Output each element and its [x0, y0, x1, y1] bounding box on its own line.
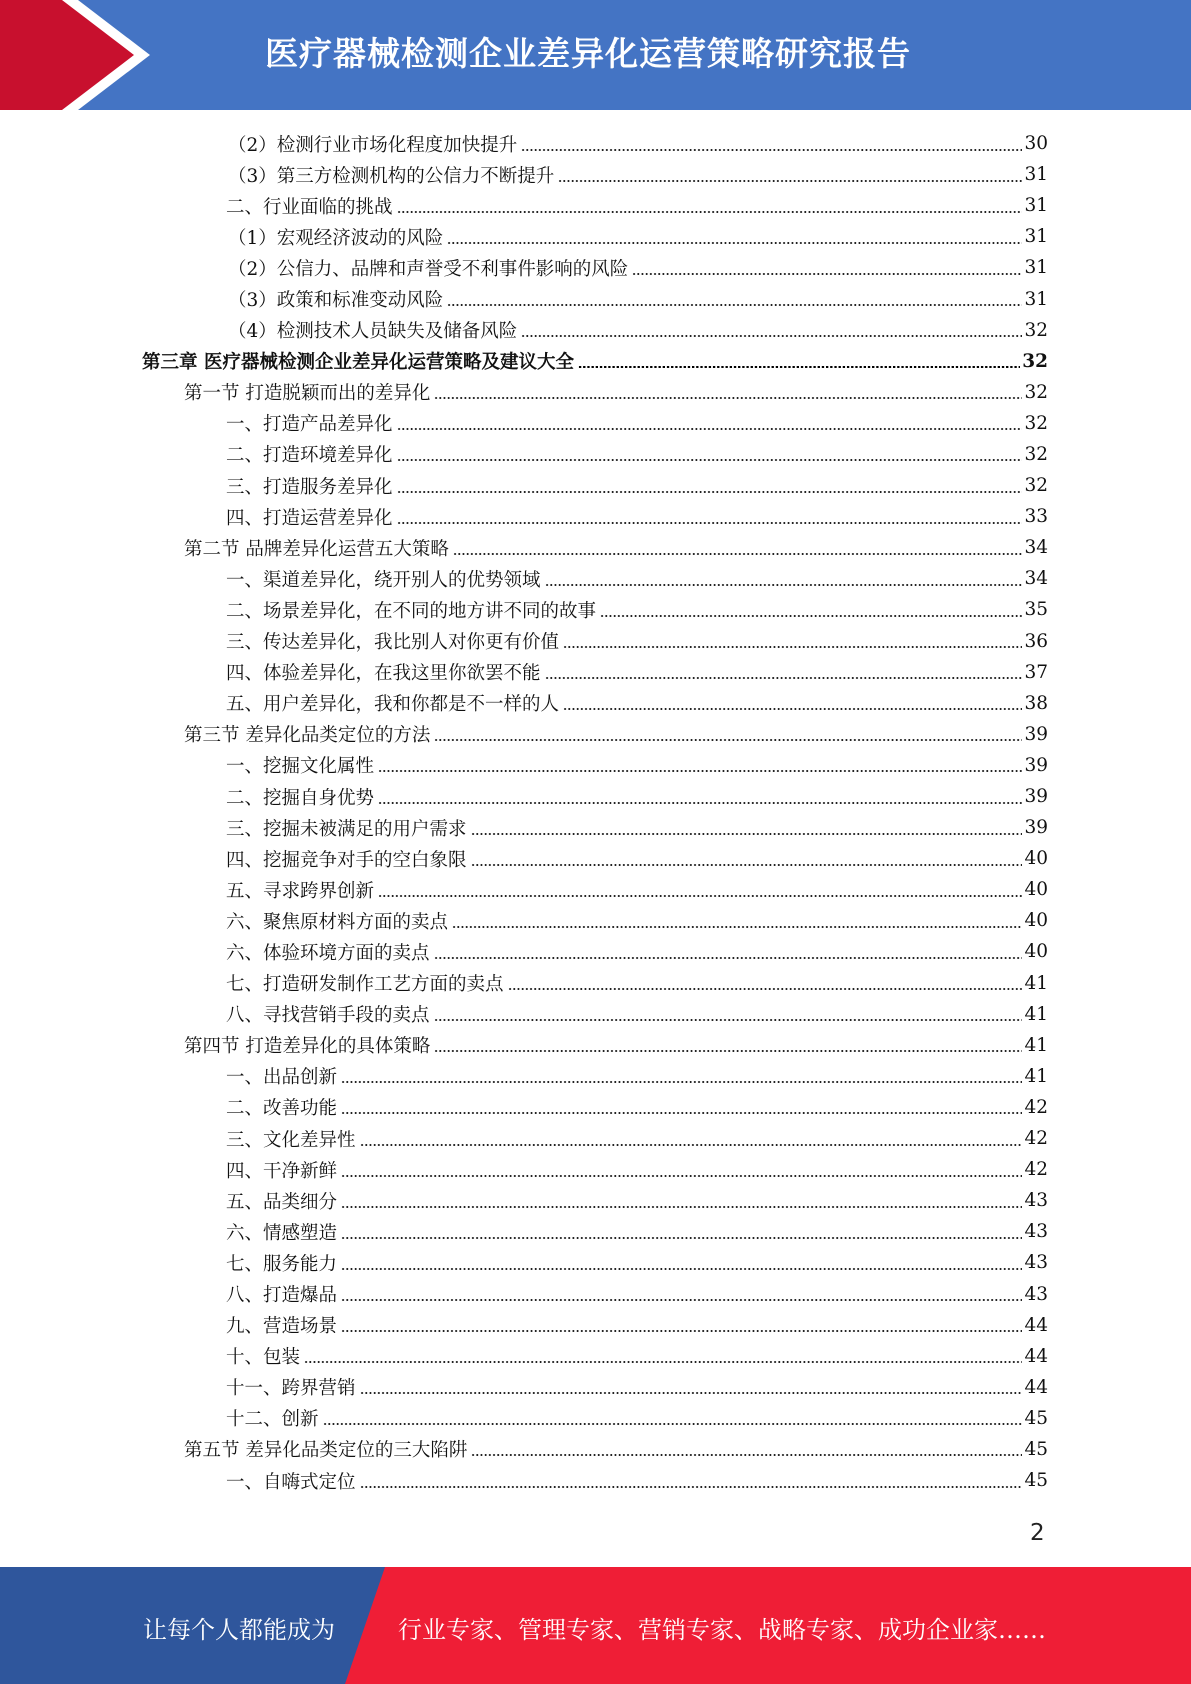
toc-entry[interactable] [226, 688, 1048, 719]
toc-leader-dots [341, 1206, 1022, 1208]
toc-entry[interactable] [226, 1465, 1048, 1496]
toc-leader-dots [397, 211, 1023, 213]
toc-entry[interactable] [184, 377, 1048, 408]
toc-entry[interactable] [226, 1403, 1048, 1434]
toc-entry-title: 一、打造产品差异化 [226, 414, 393, 436]
toc-entry-title: 一、挖掘文化属性 [226, 756, 375, 778]
toc-entry-title: 七、服务能力 [226, 1253, 338, 1275]
toc-leader-dots [447, 304, 1022, 306]
toc-leader-dots [341, 1268, 1022, 1270]
toc-entry-page: 44 [1024, 1345, 1048, 1367]
toc-entry-page: 31 [1024, 164, 1048, 186]
toc-entry[interactable] [226, 408, 1048, 439]
toc-entry[interactable] [226, 812, 1048, 843]
toc-leader-dots [563, 708, 1022, 710]
toc-entry[interactable] [226, 1061, 1048, 1092]
toc-leader-dots [341, 1299, 1022, 1301]
toc-entry-title: 六、聚焦原材料方面的卖点 [226, 911, 449, 933]
toc-leader-dots [323, 1423, 1023, 1425]
toc-leader-dots [545, 584, 1023, 586]
toc-entry[interactable] [142, 346, 1048, 377]
toc-leader-dots [452, 926, 1022, 928]
toc-entry-title: 四、打造运营差异化 [226, 507, 393, 529]
toc-leader-dots [600, 615, 1022, 617]
toc-entry[interactable] [228, 159, 1048, 190]
toc-entry-title: （1）宏观经济波动的风险 [228, 227, 444, 249]
toc-leader-dots [434, 1019, 1023, 1021]
toc-entry-page: 32 [1022, 350, 1048, 372]
toc-leader-dots [632, 273, 1022, 275]
toc-entry-page: 31 [1024, 226, 1048, 248]
toc-entry-page: 43 [1024, 1283, 1048, 1305]
toc-entry-title: 三、打造服务差异化 [226, 476, 393, 498]
page-footer [0, 1567, 1191, 1684]
toc-entry-page: 31 [1024, 288, 1048, 310]
toc-entry-title: 五、用户差异化，我和你都是不一样的人 [226, 694, 560, 716]
toc-leader-dots [360, 1486, 1023, 1488]
toc-leader-dots [434, 739, 1022, 741]
toc-entry[interactable] [226, 1092, 1048, 1123]
toc-entry-title: 六、情感塑造 [226, 1222, 338, 1244]
toc-leader-dots [563, 646, 1022, 648]
toc-entry-title: 第五节 差异化品类定位的三大陷阱 [184, 1440, 468, 1462]
page-number: 2 [1030, 1520, 1045, 1546]
toc-entry-page: 42 [1024, 1128, 1048, 1150]
toc-entry[interactable] [226, 563, 1048, 594]
toc-leader-dots [341, 1175, 1022, 1177]
toc-entry-page: 40 [1024, 848, 1048, 870]
toc-entry[interactable] [226, 905, 1048, 936]
toc-leader-dots [471, 1454, 1022, 1456]
toc-entry-page: 34 [1024, 568, 1048, 590]
toc-entry-page: 43 [1024, 1221, 1048, 1243]
toc-entry-page: 39 [1024, 723, 1048, 745]
toc-entry-page: 30 [1024, 133, 1048, 155]
toc-entry-page: 35 [1024, 599, 1048, 621]
toc-entry-title: 四、体验差异化，在我这里你欲罢不能 [226, 663, 541, 685]
toc-leader-dots [578, 366, 1020, 368]
toc-entry-page: 32 [1024, 412, 1048, 434]
toc-entry[interactable] [226, 594, 1048, 625]
toc-entry-title: 七、打造研发制作工艺方面的卖点 [226, 974, 504, 996]
toc-entry-title: 二、打造环境差异化 [226, 445, 393, 467]
toc-leader-dots [521, 149, 1022, 151]
toc-entry-page: 39 [1024, 817, 1048, 839]
toc-leader-dots [434, 397, 1022, 399]
toc-entry-page: 45 [1024, 1407, 1048, 1429]
toc-entry[interactable] [226, 1123, 1048, 1154]
toc-entry-title: 三、文化差异性 [226, 1129, 356, 1151]
toc-entry-page: 31 [1024, 257, 1048, 279]
toc-entry-title: 六、体验环境方面的卖点 [226, 942, 430, 964]
toc-entry-page: 41 [1024, 1003, 1048, 1025]
toc-leader-dots [397, 491, 1023, 493]
toc-leader-dots [397, 428, 1023, 430]
toc-entry-title: 第一节 打造脱颖而出的差异化 [184, 383, 431, 405]
toc-entry[interactable] [226, 439, 1048, 470]
toc-entry-title: 四、挖掘竞争对手的空白象限 [226, 849, 467, 871]
toc-entry[interactable] [226, 874, 1048, 905]
toc-leader-dots [341, 1112, 1022, 1114]
toc-entry-page: 40 [1024, 910, 1048, 932]
toc-entry-page: 33 [1024, 506, 1048, 528]
toc-entry[interactable] [228, 283, 1048, 314]
toc-entry[interactable] [228, 252, 1048, 283]
toc-entry-page: 31 [1024, 195, 1048, 217]
page-header [0, 0, 1191, 110]
toc-entry-title: （2）检测行业市场化程度加快提升 [228, 134, 518, 156]
toc-entry[interactable] [226, 1185, 1048, 1216]
toc-leader-dots [508, 988, 1023, 990]
toc-leader-dots [453, 553, 1023, 555]
toc-entry[interactable] [228, 221, 1048, 252]
toc-entry[interactable] [226, 843, 1048, 874]
toc-entry[interactable] [226, 1310, 1048, 1341]
toc-entry-page: 39 [1024, 786, 1048, 808]
toc-entry[interactable] [226, 501, 1048, 532]
toc-entry[interactable] [184, 1030, 1048, 1061]
toc-entry[interactable] [226, 999, 1048, 1030]
toc-entry-page: 37 [1024, 661, 1048, 683]
toc-entry-page: 34 [1024, 537, 1048, 559]
toc-entry-page: 40 [1024, 879, 1048, 901]
toc-entry-title: 二、场景差异化，在不同的地方讲不同的故事 [226, 600, 597, 622]
toc-entry-page: 36 [1024, 630, 1048, 652]
toc-entry[interactable] [184, 532, 1048, 563]
toc-entry-title: 八、打造爆品 [226, 1285, 338, 1307]
header-chevron-icon [0, 0, 160, 110]
toc-leader-dots [341, 1237, 1022, 1239]
toc-leader-dots [341, 1081, 1022, 1083]
toc-entry-title: 三、挖掘未被满足的用户需求 [226, 818, 467, 840]
toc-entry[interactable] [184, 719, 1048, 750]
toc-entry[interactable] [226, 1216, 1048, 1247]
toc-entry-title: 四、干净新鲜 [226, 1160, 338, 1182]
toc-leader-dots [341, 1330, 1022, 1332]
toc-entry[interactable] [226, 1278, 1048, 1309]
toc-entry-page: 42 [1024, 1159, 1048, 1181]
document-title: 医疗器械检测企业差异化运营策略研究报告 [265, 34, 911, 73]
toc-entry-page: 38 [1024, 692, 1048, 714]
toc-entry-page: 42 [1024, 1096, 1048, 1118]
toc-entry-page: 39 [1024, 754, 1048, 776]
toc-entry-title: 五、寻求跨界创新 [226, 880, 375, 902]
toc-entry-page: 41 [1024, 1065, 1048, 1087]
toc-entry-page: 40 [1024, 941, 1048, 963]
toc-entry-title: 二、行业面临的挑战 [226, 196, 393, 218]
toc-leader-dots [521, 335, 1022, 337]
toc-entry-title: （2）公信力、品牌和声誉受不利事件影响的风险 [228, 258, 629, 280]
toc-entry[interactable] [228, 315, 1048, 346]
toc-entry[interactable] [226, 1154, 1048, 1185]
toc-entry-title: 五、品类细分 [226, 1191, 338, 1213]
toc-entry-title: 三、传达差异化，我比别人对你更有价值 [226, 632, 560, 654]
toc-leader-dots [434, 957, 1023, 959]
toc-entry-page: 41 [1024, 1034, 1048, 1056]
toc-entry-page: 32 [1024, 319, 1048, 341]
toc-entry-title: 第三节 差异化品类定位的方法 [184, 725, 431, 747]
toc-entry-page: 45 [1024, 1470, 1048, 1492]
toc-entry[interactable] [226, 626, 1048, 657]
toc-entry-title: （3）政策和标准变动风险 [228, 290, 444, 312]
toc-leader-dots [447, 242, 1022, 244]
toc-entry[interactable] [226, 190, 1048, 221]
toc-entry-title: 一、自嗨式定位 [226, 1471, 356, 1493]
toc-leader-dots [558, 180, 1022, 182]
toc-entry-title: 第三章 医疗器械检测企业差异化运营策略及建议大全 [142, 352, 574, 374]
toc-leader-dots [360, 1144, 1023, 1146]
toc-leader-dots [360, 1392, 1023, 1394]
toc-entry-page: 32 [1024, 443, 1048, 465]
toc-leader-dots [304, 1361, 1022, 1363]
toc-leader-dots [434, 1050, 1022, 1052]
toc-entry-title: 十一、跨界营销 [226, 1378, 356, 1400]
toc-entry-title: （4）检测技术人员缺失及储备风险 [228, 321, 518, 343]
toc-entry-title: 八、寻找营销手段的卖点 [226, 1005, 430, 1027]
toc-entry[interactable] [226, 781, 1048, 812]
toc-entry-title: 二、改善功能 [226, 1098, 338, 1120]
toc-entry-title: （3）第三方检测机构的公信力不断提升 [228, 165, 555, 187]
toc-entry[interactable] [226, 1341, 1048, 1372]
footer-slogan-right: 行业专家、管理专家、营销专家、战略专家、成功企业家…… [398, 1616, 1046, 1644]
toc-entry-page: 44 [1024, 1376, 1048, 1398]
toc-leader-dots [397, 459, 1023, 461]
toc-leader-dots [397, 522, 1023, 524]
toc-entry-title: 一、出品创新 [226, 1067, 338, 1089]
toc-leader-dots [545, 677, 1023, 679]
toc-entry-page: 44 [1024, 1314, 1048, 1336]
toc-leader-dots [471, 833, 1023, 835]
toc-entry[interactable] [226, 750, 1048, 781]
toc-entry-page: 45 [1024, 1438, 1048, 1460]
toc-entry[interactable] [226, 1247, 1048, 1278]
footer-slogan-left: 让每个人都能成为 [143, 1616, 335, 1644]
toc-entry-title: 第二节 品牌差异化运营五大策略 [184, 538, 449, 560]
toc-entry-title: 九、营造场景 [226, 1316, 338, 1338]
toc-leader-dots [378, 802, 1022, 804]
toc-entry[interactable] [226, 470, 1048, 501]
toc-entry[interactable] [184, 1434, 1048, 1465]
table-of-contents [0, 128, 1191, 1496]
toc-leader-dots [378, 770, 1022, 772]
toc-entry-page: 32 [1024, 381, 1048, 403]
toc-entry-page: 43 [1024, 1190, 1048, 1212]
toc-entry[interactable] [228, 128, 1048, 159]
toc-leader-dots [378, 895, 1022, 897]
toc-entry[interactable] [226, 1372, 1048, 1403]
toc-entry-page: 32 [1024, 475, 1048, 497]
toc-entry-page: 41 [1024, 972, 1048, 994]
toc-entry-page: 43 [1024, 1252, 1048, 1274]
toc-entry[interactable] [226, 936, 1048, 967]
toc-entry-title: 二、挖掘自身优势 [226, 787, 375, 809]
toc-entry-title: 一、渠道差异化，绕开别人的优势领域 [226, 569, 541, 591]
toc-leader-dots [471, 864, 1023, 866]
toc-entry-title: 十二、创新 [226, 1409, 319, 1431]
toc-entry-title: 十、包装 [226, 1347, 301, 1369]
toc-entry[interactable] [226, 968, 1048, 999]
toc-entry-title: 第四节 打造差异化的具体策略 [184, 1036, 431, 1058]
toc-entry[interactable] [226, 657, 1048, 688]
